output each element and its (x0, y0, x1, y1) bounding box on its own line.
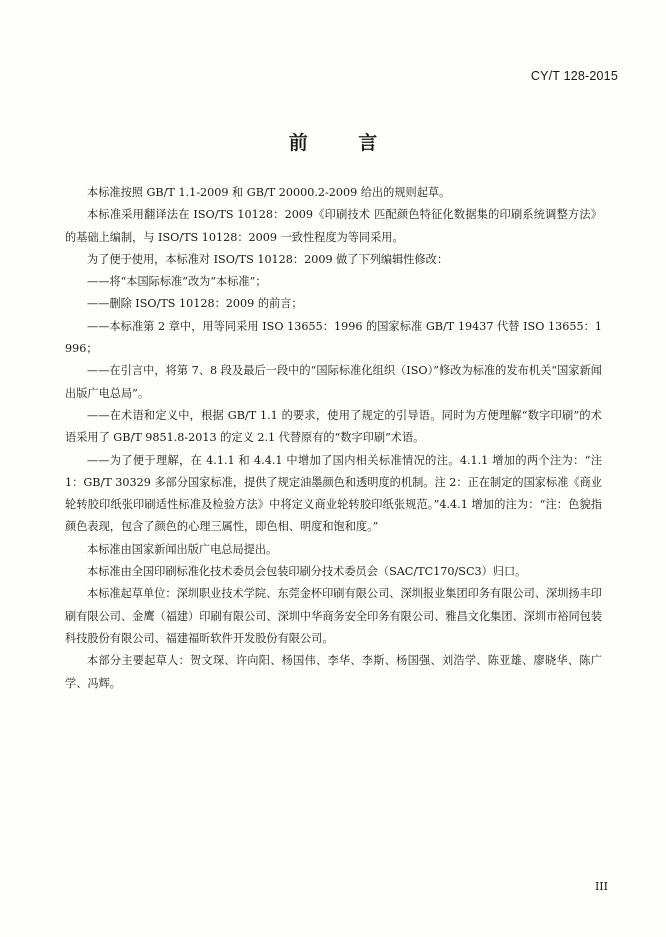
paragraph-drafting-units: 本标准起草单位：深圳职业技术学院、东莞金杯印刷有限公司、深圳报业集团印务有限公司、深圳扬丰印刷有限公司、金鹰（福建）印刷有限公司、深圳中华商务安全印务有限公司、雅昌文化集团、深圳市裕同包装科技股份有限公司、福建福昕软件开发股份有限公司。 (65, 587, 603, 645)
list-item: ——删除 ISO/TS 10128：2009 的前言； (87, 297, 303, 311)
list-item: ——本标准第 2 章中，用等同采用 ISO 13655：1996 的国家标准 GB/T 19437 代替 ISO 13655：1996； (65, 319, 602, 356)
list-item: ——在术语和定义中，根据 GB/T 1.1 的要求，使用了规定的引导语。同时为方便理解“数字印刷”的术语采用了 GB/T 9851.8-2013 的定义 2.1 代替原有的“数字印刷”术语。 (65, 408, 602, 445)
paragraph-editorial-intro: 为了便于使用，本标准对 ISO/TS 10128：2009 做了下列编辑性修改： (87, 252, 449, 266)
standard-code: CY/T 128-2015 (530, 69, 618, 83)
list-item: ——在引言中，将第 7、8 段及最后一段中的“国际标准化组织（ISO）”修改为标准的发布机关“国家新闻出版广电总局”。 (65, 364, 602, 400)
page-number: III (594, 880, 608, 893)
paragraph-drafters: 本部分主要起草人：贺文琛、许向阳、杨国伟、李华、李斯、杨国强、刘浩学、陈亚雄、廖晓华、陈广学、冯辉。 (65, 654, 602, 690)
paragraph-responsible-committee: 本标准由全国印刷标准化技术委员会包装印刷分技术委员会（SAC/TC170/SC3）归口。 (87, 565, 527, 579)
document-body (65, 182, 602, 695)
paragraph-proposer: 本标准由国家新闻出版广电总局提出。 (87, 542, 278, 556)
paragraph-adoption-method: 本标准采用翻译法在 ISO/TS 10128：2009《印刷技术 匹配颜色特征化数据集的印刷系统调整方法》的基础上编制，与 ISO/TS 10128：2009 一致性程度为等同采用。 (65, 208, 602, 244)
page-title: 前 言 (288, 132, 400, 154)
list-item: ——将“本国际标准”改为“本标准”； (87, 275, 267, 289)
paragraph-drafting-rules: 本标准按照 GB/T 1.1-2009 和 GB/T 20000.2-2009 给出的规则起草。 (87, 186, 451, 199)
list-item: ——为了便于理解，在 4.1.1 和 4.4.1 中增加了国内相关标准情况的注。4.1.1 增加的两个注为：“注 1：GB/T 30329 多部分国家标准，提供了规定油墨颜色和透明度的机制。注 2：正在制定的国家标准《商业轮转胶印纸张印刷适性标准及检验方法》中将定义商业轮转胶印纸张规范。”4.4.1 增加的注为：“注：色貌指颜色表现，包含了颜色的心理三属性，即色相、明度和饱和度。” (65, 453, 602, 534)
